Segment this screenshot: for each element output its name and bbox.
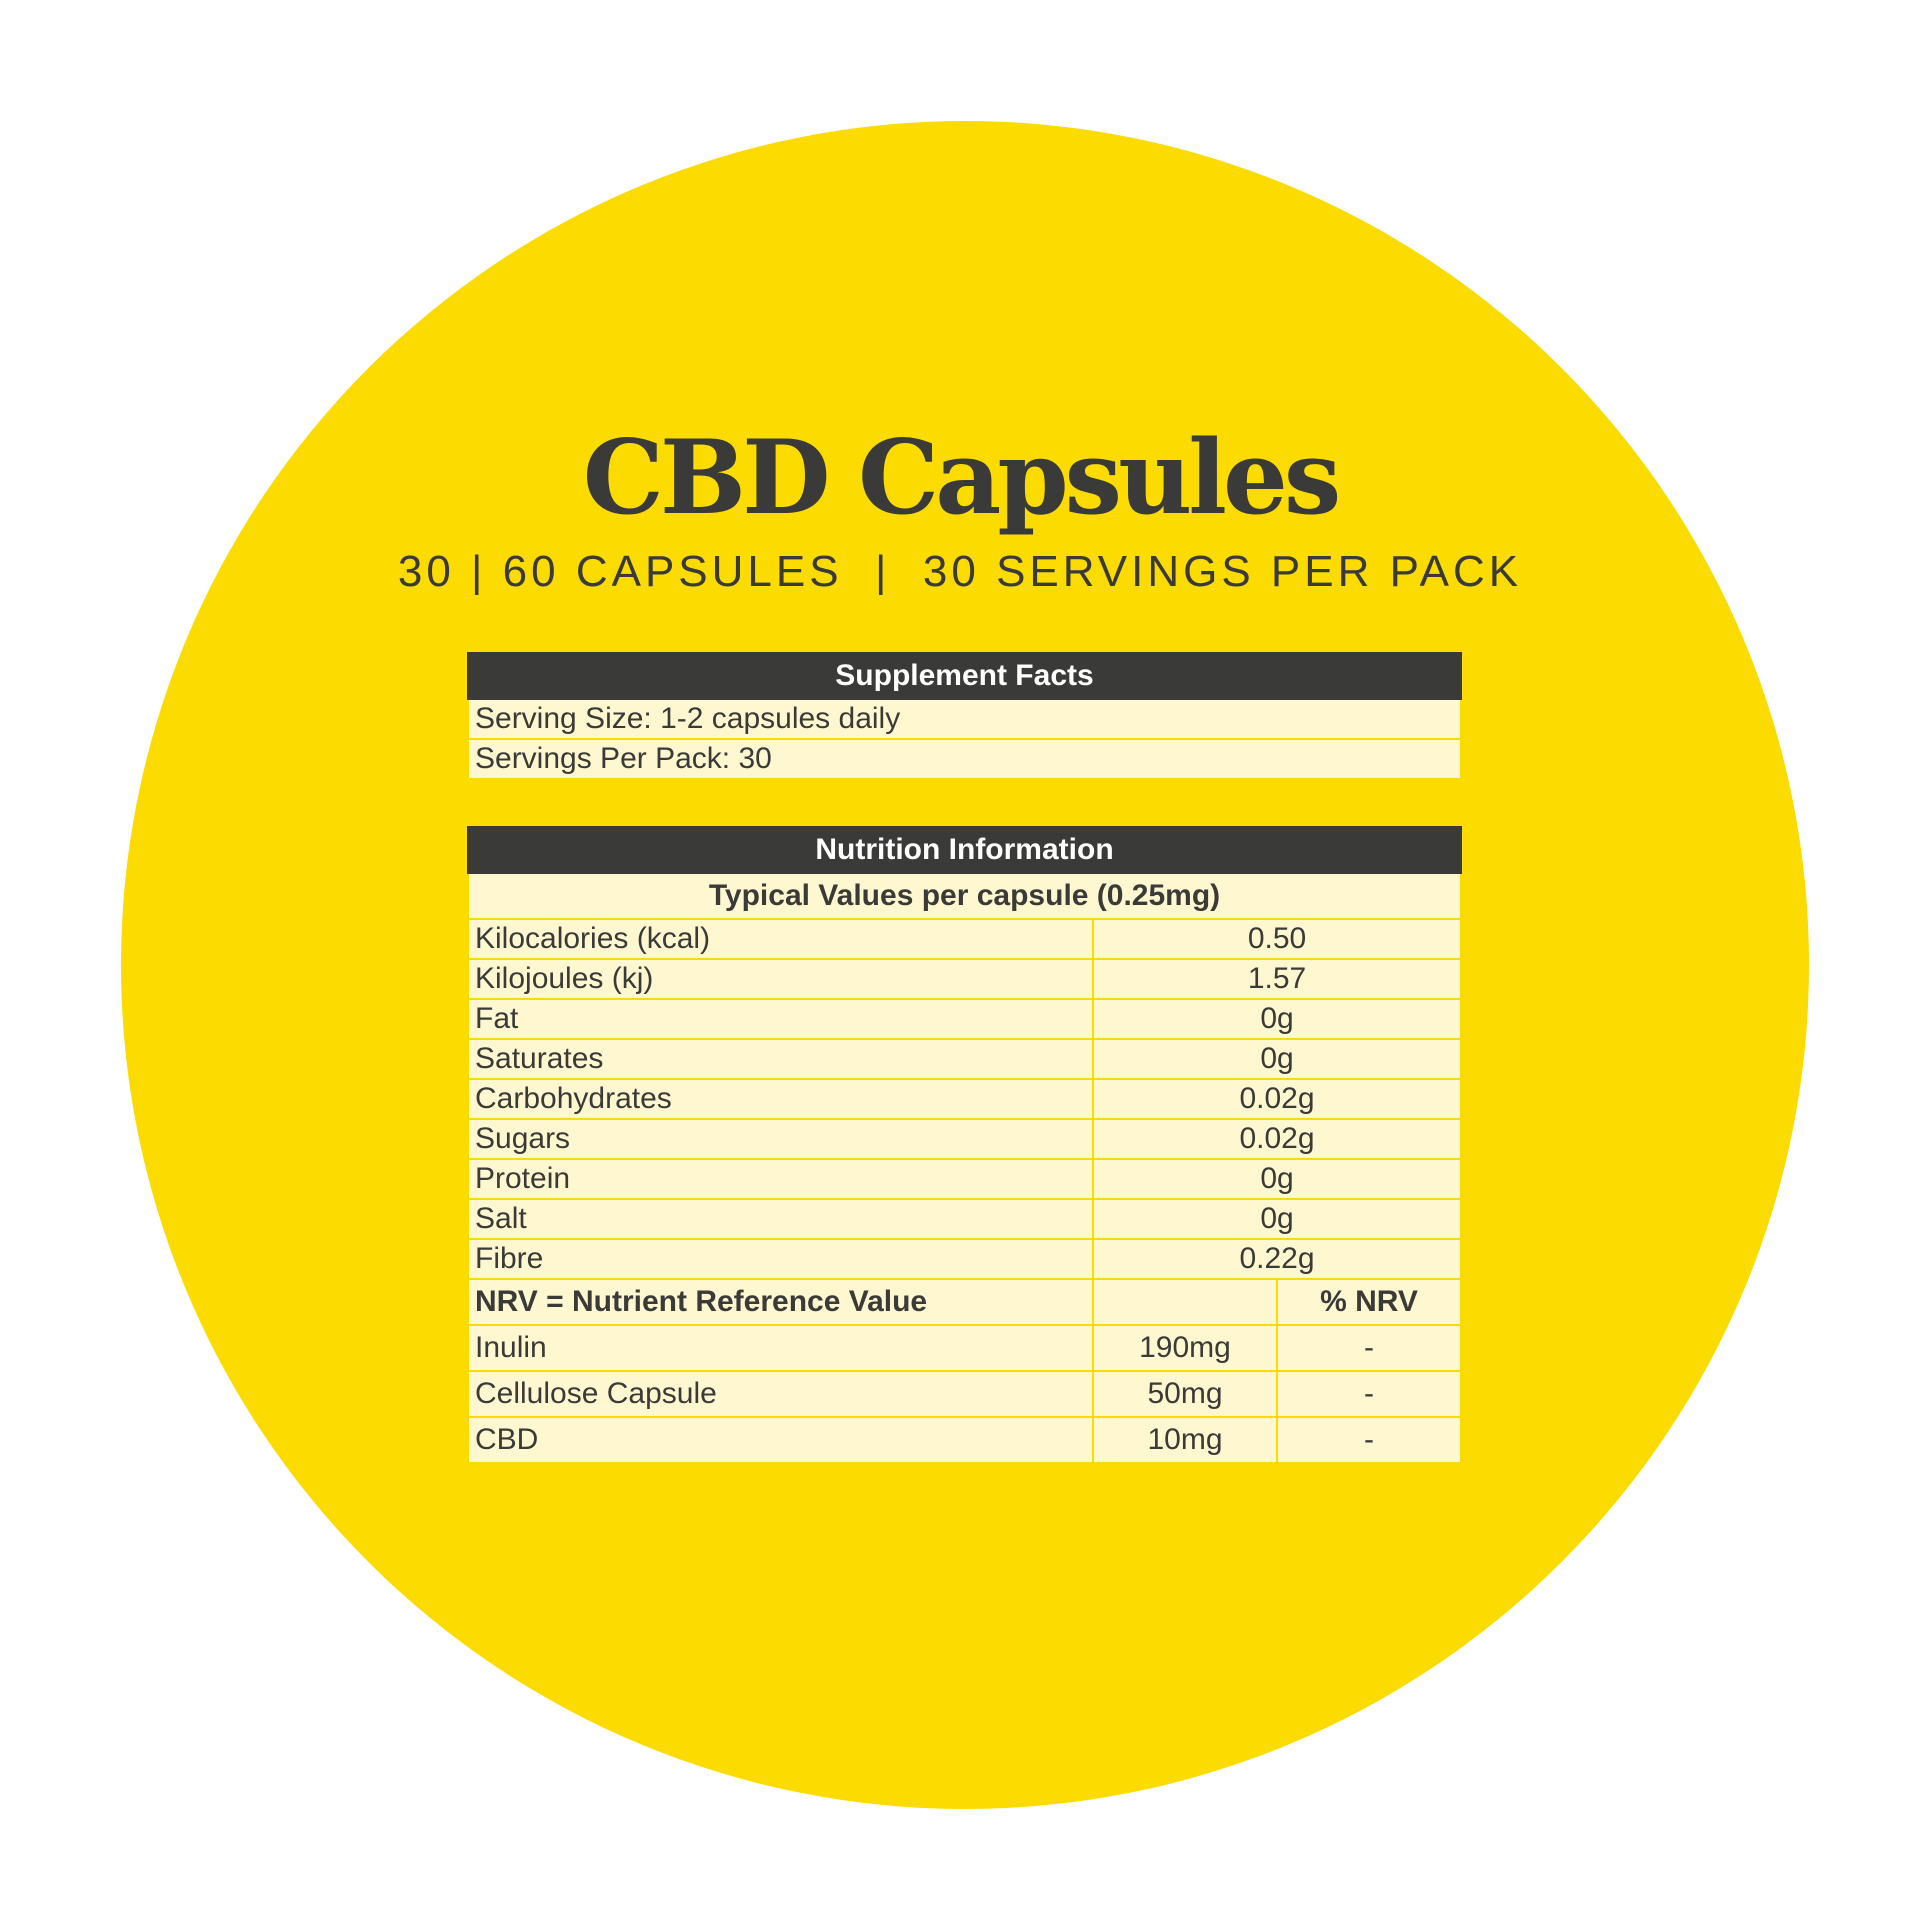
nutrient-value: 0.02g [1093, 1079, 1461, 1119]
serving-size: Serving Size: 1-2 capsules daily [468, 699, 1461, 739]
ingredient-label: Cellulose Capsule [468, 1371, 1093, 1417]
nrv-header-amount [1093, 1279, 1277, 1325]
nutrient-label: Salt [468, 1199, 1093, 1239]
nutrient-label: Protein [468, 1159, 1093, 1199]
supplement-facts-header: Supplement Facts [468, 653, 1461, 699]
nutrient-label: Sugars [468, 1119, 1093, 1159]
nutrient-label: Carbohydrates [468, 1079, 1093, 1119]
table-header-row [468, 653, 1461, 699]
table-row [468, 699, 1461, 739]
nrv-header-row [468, 1279, 1461, 1325]
ingredient-nrv: - [1277, 1417, 1461, 1463]
table-row [468, 1239, 1461, 1279]
servings-per-pack: Servings Per Pack: 30 [468, 739, 1461, 779]
page-subtitle: 30 | 60 CAPSULES | 30 SERVINGS PER PACK [397, 547, 1523, 596]
table-row [468, 1325, 1461, 1371]
nutrient-label: Fat [468, 999, 1093, 1039]
nutrient-label: Kilocalories (kcal) [468, 919, 1093, 959]
ingredient-label: Inulin [468, 1325, 1093, 1371]
table-row [468, 999, 1461, 1039]
nutrient-label: Kilojoules (kj) [468, 959, 1093, 999]
table-row [468, 1159, 1461, 1199]
ingredient-nrv: - [1277, 1325, 1461, 1371]
page-title: CBD Capsules [582, 418, 1338, 538]
nutrient-value: 0g [1093, 1199, 1461, 1239]
nutrient-value: 0.22g [1093, 1239, 1461, 1279]
table-row [468, 959, 1461, 999]
table-row [468, 739, 1461, 779]
table-subheader-row [468, 873, 1461, 919]
table-row [468, 1039, 1461, 1079]
table-row [468, 1199, 1461, 1239]
nutrient-value: 1.57 [1093, 959, 1461, 999]
nutrient-label: Fibre [468, 1239, 1093, 1279]
typical-values-subheader: Typical Values per capsule (0.25mg) [468, 873, 1461, 919]
nutrient-value: 0.02g [1093, 1119, 1461, 1159]
supplement-facts-table [467, 652, 1462, 780]
table-row [468, 1371, 1461, 1417]
table-header-row [468, 827, 1461, 873]
ingredient-amount: 190mg [1093, 1325, 1277, 1371]
table-row [468, 1079, 1461, 1119]
table-row [468, 1119, 1461, 1159]
ingredient-nrv: - [1277, 1371, 1461, 1417]
nutrient-value: 0.50 [1093, 919, 1461, 959]
nutrient-value: 0g [1093, 1159, 1461, 1199]
nutrition-information-header: Nutrition Information [468, 827, 1461, 873]
table-row [468, 919, 1461, 959]
nrv-header-label: NRV = Nutrient Reference Value [468, 1279, 1093, 1325]
nutrient-label: Saturates [468, 1039, 1093, 1079]
nutrient-value: 0g [1093, 1039, 1461, 1079]
nutrition-information-table [467, 826, 1462, 1464]
nrv-header-percent: % NRV [1277, 1279, 1461, 1325]
nutrient-value: 0g [1093, 999, 1461, 1039]
ingredient-label: CBD [468, 1417, 1093, 1463]
table-row [468, 1417, 1461, 1463]
ingredient-amount: 10mg [1093, 1417, 1277, 1463]
ingredient-amount: 50mg [1093, 1371, 1277, 1417]
